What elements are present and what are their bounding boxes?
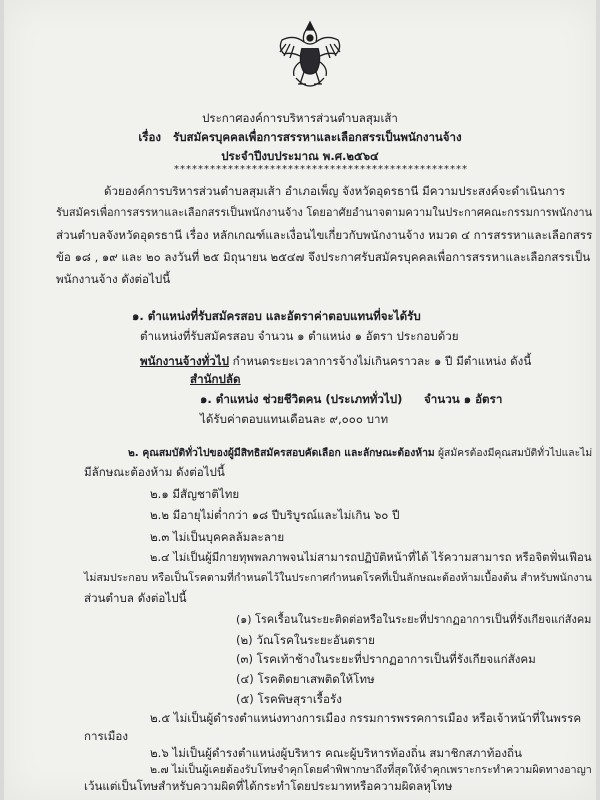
section1-summary: ตำแหน่งที่รับสมัครสอบ จำนวน ๑ ตำแหน่ง ๑ อัตรา ประกอบด้วย: [140, 328, 459, 343]
document-page: [4, 0, 596, 800]
subject-label: เรื่อง: [138, 130, 162, 144]
qualification-2-4-line-2: ไม่สมประกอบ หรือเป็นโรคตามที่กำหนดไว้ในประกาศกำหนดโรคที่เป็นลักษณะต้องห้ามเบื้องต้น สำหรับพนักงาน: [84, 571, 592, 585]
qualification-2-5-line-2: การเมือง: [84, 729, 128, 744]
section2-heading-bold: ๒. คุณสมบัติทั่วไปของผู้มีสิทธิสมัครสอบคัดเลือก และลักษณะต้องห้าม: [128, 446, 435, 459]
section1-heading: ๑. ตำแหน่งที่รับสมัครสอบ และอัตราค่าตอบแทนที่จะได้รับ: [132, 308, 421, 323]
fiscal-year: ประจำปีงบประมาณ พ.ศ.๒๕๖๔: [221, 149, 379, 163]
disease-item: (๔) โรคติดยาเสพติดให้โทษ: [236, 672, 375, 687]
position-quota: จำนวน ๑ อัตรา: [424, 392, 503, 407]
subject-line: [4, 130, 596, 144]
disease-item: (๕) โรคพิษสุราเรื้อรัง: [236, 691, 342, 706]
section2-heading-rest: ผู้สมัครต้องมีคุณสมบัติทั่วไปและไม่: [434, 446, 593, 459]
intro-line-2: รับสมัครเพื่อการสรรหาและเลือกสรรเป็นพนักงานจ้าง โดยอาศัยอำนาจตามความในประกาศคณะกรรมการพนักงาน: [56, 206, 593, 219]
qualification-2-5-line-1: ๒.๕ ไม่เป็นผู้ดำรงตำแหน่งทางการเมือง กรรมการพรรคการเมือง หรือเจ้าหน้าที่ในพรรค: [150, 711, 582, 726]
qualification-2-4-line-1: ๒.๔ ไม่เป็นผู้มีกายทุพพลภาพจนไม่สามารถปฏิบัติหน้าที่ได้ ไร้ความสามารถ หรือจิตฟั่นเฟือน: [150, 550, 592, 565]
disease-item: (๓) โรคเท้าช้างในระยะที่ปรากฏอาการเป็นที่รังเกียจแก่สังคม: [236, 652, 536, 667]
position-name: ๑. ตำแหน่ง ช่วยชีวิตคน (ประเภททั่วไป): [200, 392, 403, 407]
qualification-2-1: ๒.๑ มีสัญชาติไทย: [150, 486, 240, 501]
qualification-2-3: ๒.๓ ไม่เป็นบุคคลล้มละลาย: [150, 529, 285, 544]
disease-item: (๑) โรคเรื้อนในระยะติดต่อหรือในระยะที่ปรากฏอาการเป็นที่รังเกียจแก่สังคม: [236, 613, 592, 627]
employee-type-desc: กำหนดระยะเวลาการจ้างไม่เกินคราวละ ๑ ปี มีตำแหน่ง ดังนี้: [229, 353, 532, 368]
garuda-emblem-icon: [272, 18, 348, 98]
qualification-2-4-line-3: ส่วนตำบล ดังต่อไปนี้: [84, 590, 187, 605]
section2-heading-cont: มีลักษณะต้องห้าม ดังต่อไปนี้: [84, 464, 225, 479]
org-title: ประกาศองค์การบริหารส่วนตำบลสุมเส้า: [202, 111, 398, 125]
intro-line-5: พนักงานจ้าง ดังต่อไปนี้: [56, 272, 171, 286]
intro-line-4: ข้อ ๑๘ , ๑๙ และ ๒๐ ลงวันที่ ๒๕ มิถุนายน ๒๕๔๗ จึงประกาศรับสมัครบุคคลเพื่อการสรรหาและเลือกสรรเป็น: [56, 250, 591, 264]
qualification-2-7-line-1: ๒.๗ ไม่เป็นผู้เคยต้องรับโทษจำคุกโดยคำพิพากษาถึงที่สุดให้จำคุกเพราะกระทำความผิดทางอาญา: [150, 763, 592, 777]
office-name: สำนักปลัด: [190, 372, 241, 387]
intro-line-3: ส่วนตำบลจังหวัดอุดรธานี เรื่อง หลักเกณฑ์และเงื่อนไขเกี่ยวกับพนักงานจ้าง หมวด ๔ การสรรหาและเลือกสรร: [56, 228, 593, 242]
section2-heading: [128, 446, 592, 460]
qualification-2-7-line-2: เว้นแต่เป็นโทษสำหรับความผิดที่ได้กระทำโดยประมาทหรือความผิดลหุโทษ: [84, 779, 453, 794]
subject-text: รับสมัครบุคคลเพื่อการสรรหาและเลือกสรรเป็นพนักงานจ้าง: [173, 130, 462, 144]
employee-type-label: พนักงานจ้างทั่วไป: [140, 353, 229, 368]
intro-line-1: ด้วยองค์การบริหารส่วนตำบลสุมเส้า อำเภอเพ็ญ จังหวัดอุดรธานี มีความประสงค์จะดำเนินการ: [104, 184, 566, 198]
employee-type-line: [140, 354, 531, 368]
position-pay: ได้รับค่าตอบแทนเดือนละ ๙,๐๐๐ บาท: [200, 411, 389, 426]
disease-item: (๒) วัณโรคในระยะอันตราย: [236, 632, 375, 647]
qualification-2-6: ๒.๖ ไม่เป็นผู้ดำรงตำแหน่งผู้บริหาร คณะผู้บริหารท้องถิ่น สมาชิกสภาท้องถิ่น: [150, 746, 522, 761]
qualification-2-2: ๒.๒ มีอายุไม่ต่ำกว่า ๑๘ ปีบริบูรณ์และไม่เกิน ๖๐ ปี: [150, 508, 400, 523]
separator: *************************************************: [174, 164, 468, 175]
